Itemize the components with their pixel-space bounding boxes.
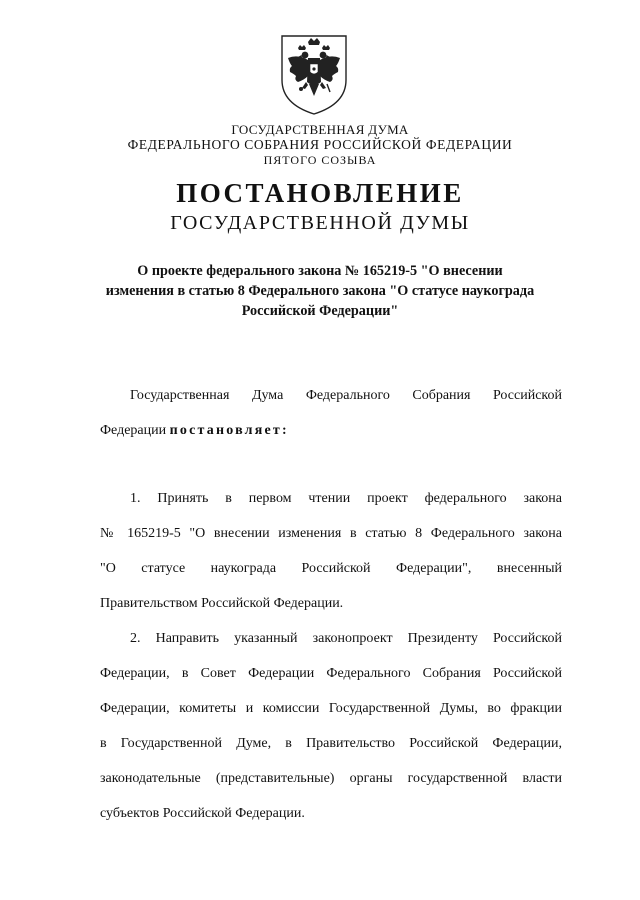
coat-of-arms-icon <box>278 30 350 116</box>
header-duma: ГОСУДАРСТВЕННАЯ ДУМА <box>231 122 409 137</box>
item-2-line: Федерации, комитеты и комиссии Государственной Думы, во фракции <box>100 701 562 716</box>
document-type-title: ПОСТАНОВЛЕНИЕ <box>176 178 464 208</box>
preamble-line <box>100 423 562 439</box>
item-2-line: законодательные (представительные) органы государственной власти <box>100 771 562 786</box>
subject-line: изменения в статью 8 Федерального закона "О статусе наукограда <box>105 283 535 299</box>
item-2-line: субъектов Российской Федерации. <box>100 806 305 821</box>
subject-line: О проекте федерального закона № 165219-5 "О внесении <box>137 263 503 279</box>
item-1-line: 1. Принять в первом чтении проект федерального закона <box>130 491 562 506</box>
header-convocation: ПЯТОГО СОЗЫВА <box>263 153 377 167</box>
header-federal-assembly: ФЕДЕРАЛЬНОГО СОБРАНИЯ РОССИЙСКОЙ ФЕДЕРАЦИИ <box>127 137 513 152</box>
item-2-line: 2. Направить указанный законопроект Президенту Российской <box>130 631 562 646</box>
subject-line: Российской Федерации" <box>241 303 399 319</box>
document-issuer: ГОСУДАРСТВЕННОЙ ДУМЫ <box>170 212 470 234</box>
item-1-line: № 165219-5 "О внесении изменения в статью 8 Федерального закона <box>100 526 562 541</box>
preamble-prefix: Федерации <box>100 423 170 438</box>
item-2-line: в Государственной Думе, в Правительство Российской Федерации, <box>100 736 562 751</box>
item-2-line: Федерации, в Совет Федерации Федерального Собрания Российской <box>100 666 562 681</box>
resolves-keyword: постановляет: <box>169 423 289 438</box>
preamble-line: Государственная Дума Федерального Собрания Российской <box>130 388 562 403</box>
item-1-line: Правительством Российской Федерации. <box>100 596 344 611</box>
item-1-line: "О статусе наукограда Российской Федерации", внесенный <box>100 561 562 576</box>
